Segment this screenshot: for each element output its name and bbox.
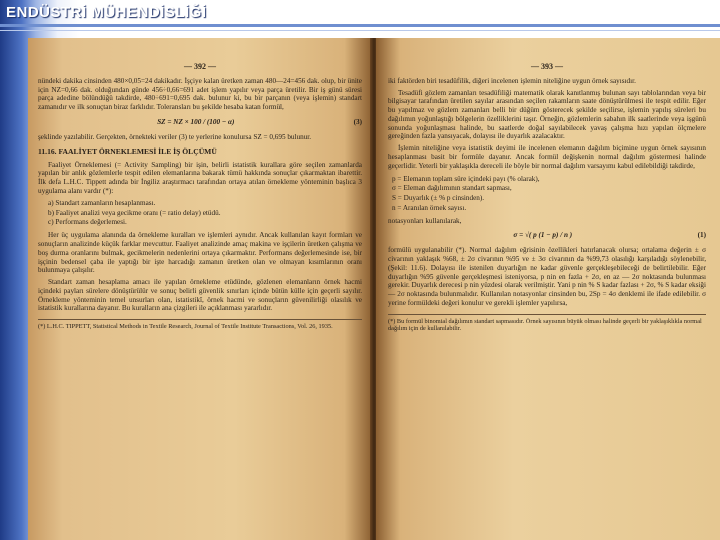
application-list bbox=[48, 199, 362, 227]
paragraph: Standart zaman hesaplama amacı ile yapılan örnekleme etüdünde, gözlenen elemanların örnek hacmi içindeki payları sürelere dönüştürülür ve sonuç belirli güvenlik sınırları içinde bütün külle için geçerli sayılır. Örnekleme yönteminin temel unsurları olan, istatistikî, örnek hacmi ve sonuçların güvenilirliği olasılık ve istatistik kurallarına dayanır. Bu kuralların ana çizgileri ile açıklanması yararlıdır. bbox=[38, 278, 362, 313]
list-item: a) Standart zamanların hesaplanması. bbox=[48, 198, 156, 207]
paragraph: formülü uygulanabilir (*). Normal dağılım eğrisinin özellikleri hatırlanacak olursa; ortalama değerin ± σ civarının yaklaşık %68, ± 2σ civarının %95 ve ± 3σ civarının da %99,73 olasılığı karşıladığı söylenebilir, (Şekil: 11.6). Dolayısı ile istenilen duyarlığın ne kadar güvenle gerçekleşebileceği de belirtilebilir. Eğer duyarlığın %95 güvenle gerçekleşmesi isteniyorsa, p nin en fazla + 2σ, en az — 2σ noktasında bulunması gerekir. Duyarlık derecesi p nin yüzdesi olarak verilmiştir. Yani p nin % S kadar fazlası + 2σ, % S kadar eksiği — 2σ noktasında bulunmalıdır. Kullanılan notasyonlar cinsinden bu, 2Sp = 4σ denklemi ile ifade edilebilir. σ yerine formüldeki değeri konulur ve gerekli işlemler yapılırsa, bbox=[388, 246, 706, 307]
left-page bbox=[28, 38, 372, 540]
title-rule-thin bbox=[0, 30, 720, 31]
right-page bbox=[376, 38, 720, 540]
formula-number: (1) bbox=[697, 231, 706, 240]
paragraph: notasyonları kullanılarak, bbox=[388, 216, 462, 225]
paragraph: Her üç uygulama alanında da örnekleme kuralları ve işlemleri aynıdır. Ancak kullanılan kayıt formları ve sonuçların analizinde küçük farklar mevcuttur. Faaliyet analizinde amaç makina ve işçilerin üretken çalışma ve boş durma oranlarını bulmak, gecikmelerin nedenlerini ortaya çıkarmaktır. Performans değerlemesinde ise, bir işçinin bedensel çaba ile yaptığı bir işte harcadığı zamanın üretken olan ve olmayan kısımlarının oranı bulunmaya çalışılır. bbox=[38, 231, 362, 275]
paragraph: iki faktörden biri tesadüfilik, diğeri incelenen işlemin niteliğine uygun örnek sayısıdır. bbox=[388, 76, 636, 85]
section-heading: 11.16. FAALİYET ÖRNEKLEMESİ İLE İŞ ÖLÇÜMÜ bbox=[38, 147, 217, 157]
paragraph: İşlemin niteliğine veya istatistik deyimi ile incelenen elemanın dağılım biçimine uygun örnek sayısının hesaplanması basit bir formüle dayanır. Ancak formül değişkenin normal dağılım göstermesi halinde geçerlidir. Yeterli bir yaklaşıkla dereceli ile böyle bir normal dağılım varsayımı kabul edilebildiği takdirde, bbox=[388, 144, 706, 170]
formula-standard-time bbox=[38, 118, 362, 127]
list-item: c) Performans değerlemesi. bbox=[48, 218, 127, 227]
formula-std-deviation bbox=[388, 231, 706, 240]
notation-item: p = Elemanın toplam süre içindeki payı (% olarak), bbox=[392, 174, 540, 183]
paragraph: şeklinde yazılabilir. Gerçekten, örnekteki veriler (3) te yerlerine konulursa SZ = 0,695 bulunur. bbox=[38, 132, 312, 141]
formula-expression: SZ = NZ × 100 / (100 − α) bbox=[157, 117, 235, 126]
page-number: — 392 — bbox=[184, 62, 216, 71]
list-item: b) Faaliyet analizi veya gecikme oranı (= ratio delay) etüdü. bbox=[48, 208, 221, 217]
slide-title: ENDÜSTRİ MÜHENDİSLİĞİ bbox=[6, 4, 207, 21]
paragraph: Faaliyet Örneklemesi (= Activity Sampling) bir işin, belirli istatistik kurallara göre seçilen zamanlarda yapılan bir anlık gözlemlerle tespit edilen elemanlarına bakarak tümü hakkında sonuçlar çıkarmaktan ibarettir. İlk defa L.H.C. Tippett adında bir İngiliz araştırmacı tarafından ortaya atılan örnekleme yönteminin başlıca 3 uygulama alanı vardır (*): bbox=[38, 160, 362, 196]
notation-item: S = Duyarlık (± % p cinsinden). bbox=[392, 194, 485, 203]
paragraph: Tesadüfi gözlem zamanları tesadüfiliği matematik olarak kanıtlanmış bulunan sayı tablolarından veya bir bilgisayar tarafından üretilen sayılar arasından seçilen rakamların saate dönüştürülmesi ile tespit edilir. Eğer bu yapılmaz ve gözlem zamanları belli bir düğüm gösterecek şekilde seçilirse, işlemin yapılış süreleri bu dağılımın yoğunlaştığı bölgelerin özelliklerini taşır. Örneğin, gözlemlerin sabahın ilk saatlerinde veya işgünü sonunda yoğunlaşması halinde, bu saatlerde doğal sayılabilecek yavaş çalışma hızı yapılan ölçmelere gereğinden fazla yansıyacak, dolayısı ile duyarlık azalacaktır. bbox=[388, 88, 706, 141]
paragraph: nündeki dakika cinsinden 480×0,05=24 dakikadır. İşçiye kalan üretken zaman 480—24=456 dak. olup, bir ünite için NZ=0,66 dak. olduğundan günde 456÷0,66=691 adet işlem yapılır veya parça üretilir. Bir iş günü süresi parça adedine bölündüğü takdirde, 480÷691=0,695 dak. bulunur ki, bu bir parçanın (veya işlemin) standart zamanıdır ve ilk sonuçtan biraz farklıdır. Toleransları bu şekilde hesaba katan formül, bbox=[38, 76, 362, 112]
footnote: (*) L.H.C. TIPPETT, Statistical Methods in Textile Research, Journal of Textile Institute Transactions, Vol. 26, 1935. bbox=[38, 319, 362, 331]
formula-expression: σ = √( p (1 − p) / n ) bbox=[513, 231, 573, 240]
notation-list bbox=[392, 175, 706, 213]
book-scan bbox=[28, 38, 720, 540]
footnote: (*) Bu formül binomial dağılımın standart sapmasıdır. Örnek sayısının büyük olması halinde geçerli bir yaklaşıklıkla normal dağılım için de kullanılabilir. bbox=[388, 314, 706, 333]
notation-item: σ = Eleman dağılımının standart sapması, bbox=[392, 184, 512, 193]
page-number: — 393 — bbox=[531, 62, 563, 71]
title-rule bbox=[0, 24, 720, 27]
formula-number: (3) bbox=[353, 117, 362, 126]
notation-item: n = Aranılan örnek sayısı. bbox=[392, 203, 467, 212]
